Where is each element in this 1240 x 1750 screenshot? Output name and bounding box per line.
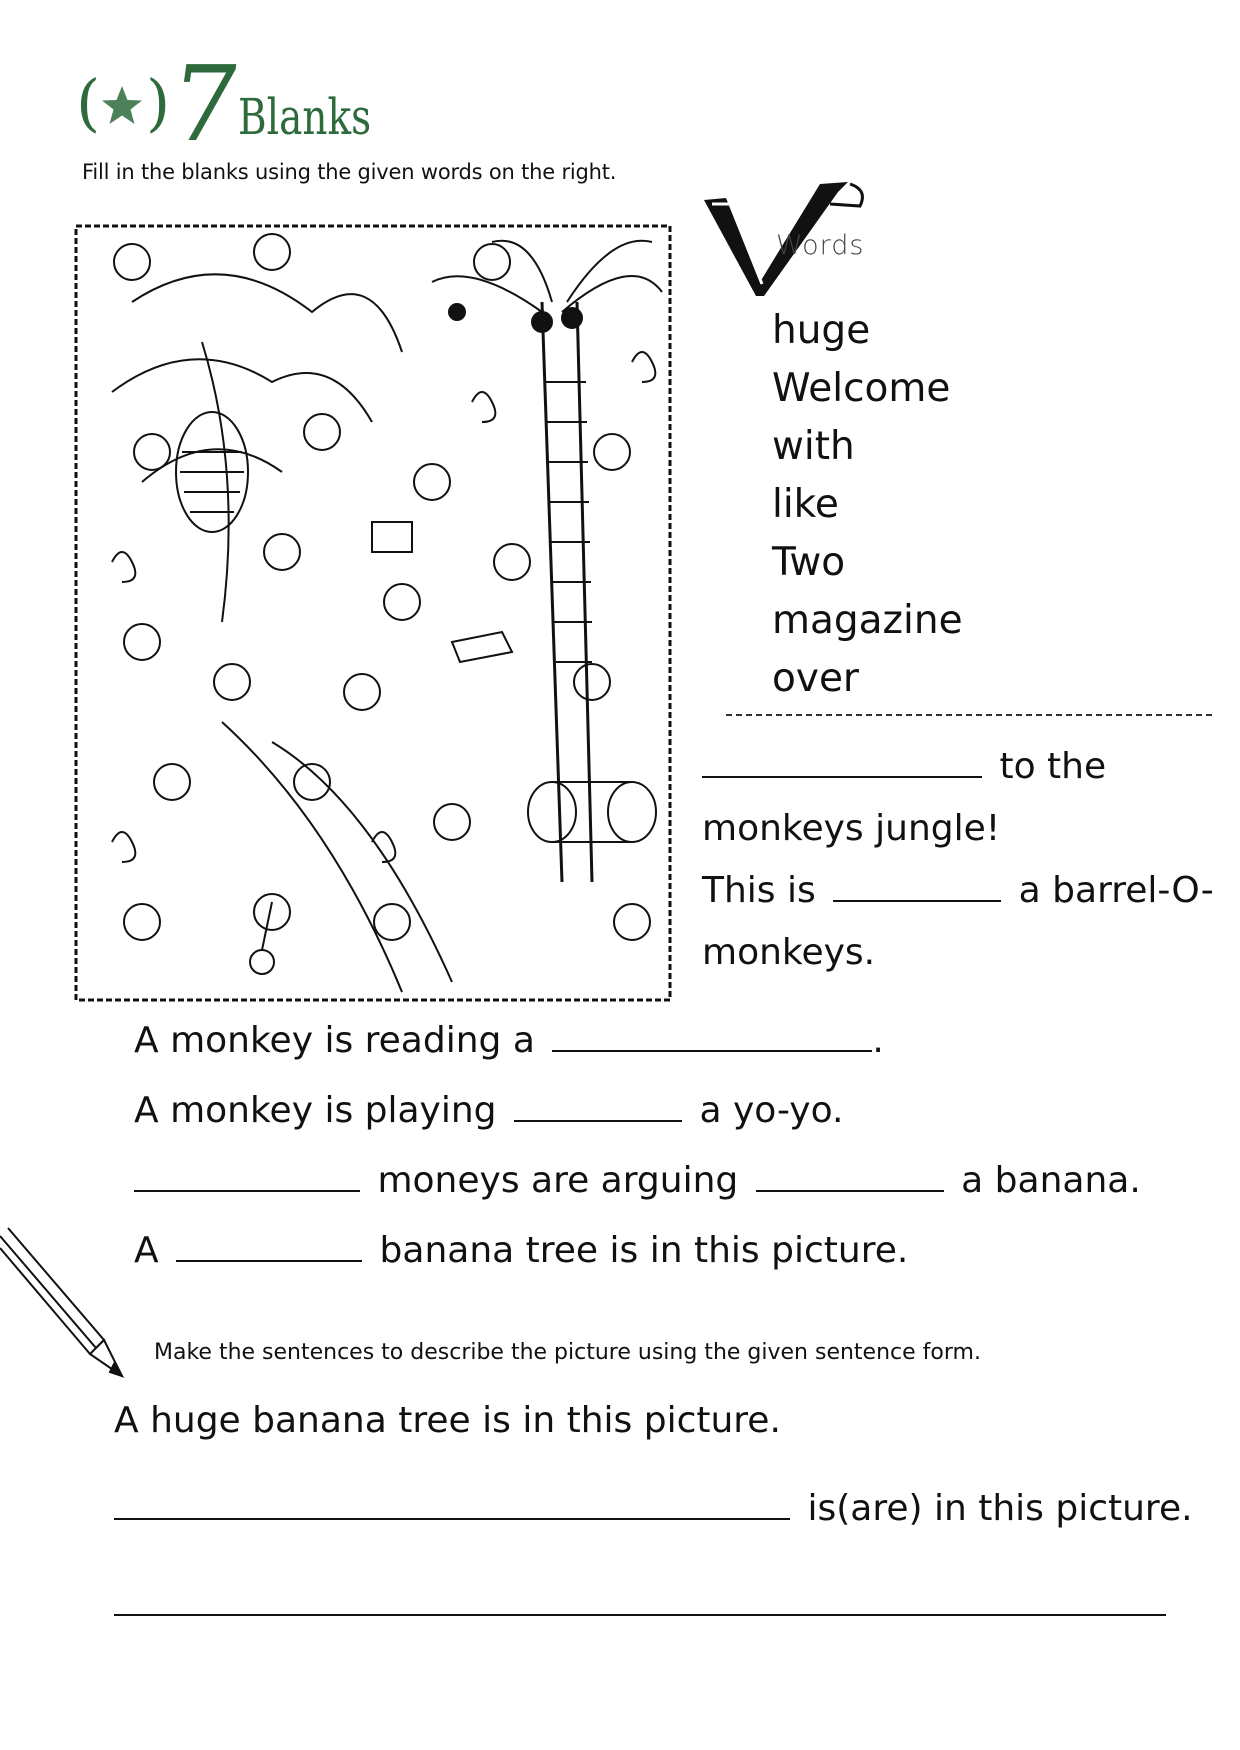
sentence-text: to the	[999, 746, 1107, 787]
sentence-text: banana tree is in this picture.	[379, 1230, 909, 1271]
instruction-text: Fill in the blanks using the given words on the right.	[82, 160, 617, 184]
sentence-text: A monkey is reading a	[134, 1020, 535, 1061]
sentence-text: a barrel-O-	[1018, 870, 1214, 911]
word-bank-item: magazine	[772, 598, 963, 643]
sentence-text: a yo-yo.	[699, 1090, 844, 1131]
logo-paren-close: )	[146, 66, 171, 139]
answer-blank[interactable]	[833, 899, 1001, 902]
word-bank-item: over	[772, 656, 859, 701]
jungle-monkeys-illustration	[72, 222, 674, 1004]
star-icon	[98, 82, 146, 130]
logo-paren-open: (	[76, 66, 101, 139]
dashed-divider	[726, 714, 1212, 716]
part2-instruction: Make the sentences to describe the picture using the given sentence form.	[154, 1340, 981, 1365]
answer-line-full[interactable]	[114, 1614, 1166, 1616]
page-title: Blanks	[238, 88, 372, 146]
sentence-banana-tree	[134, 1230, 908, 1271]
words-box-title: Words	[776, 230, 865, 261]
word-bank-list	[772, 302, 963, 708]
word-bank-item: like	[772, 482, 839, 527]
answer-blank[interactable]	[702, 775, 982, 778]
pencil-icon	[0, 1226, 130, 1386]
sentence-text: .	[872, 1020, 884, 1061]
sentence-arguing	[134, 1160, 1141, 1201]
sentence-text: This is	[702, 870, 816, 911]
lesson-number: 7	[163, 43, 247, 165]
example-sentence: A huge banana tree is in this picture.	[114, 1400, 781, 1441]
answer-blank[interactable]	[552, 1049, 872, 1052]
sentence-write-own	[114, 1488, 1193, 1529]
worksheet-header	[76, 43, 496, 165]
sentence-barrel	[702, 870, 1214, 911]
sentence-magazine	[134, 1020, 884, 1061]
word-bank-item: Welcome	[772, 366, 951, 411]
illustration-canvas	[72, 222, 674, 1004]
sentence-text: moneys are arguing	[377, 1160, 739, 1201]
word-bank-item: Two	[772, 540, 846, 585]
sentence-text: A	[134, 1230, 159, 1271]
sentence-text: is(are) in this picture.	[807, 1488, 1193, 1529]
word-bank-item: huge	[772, 308, 871, 353]
sentence-yoyo	[134, 1090, 843, 1131]
sentence-welcome	[702, 746, 1106, 787]
sentence-barrel-cont: monkeys.	[702, 932, 876, 973]
answer-blank[interactable]	[756, 1189, 944, 1192]
answer-blank[interactable]	[514, 1119, 682, 1122]
answer-blank[interactable]	[176, 1259, 362, 1262]
word-bank-item: with	[772, 424, 855, 469]
answer-blank[interactable]	[114, 1517, 790, 1520]
answer-blank[interactable]	[134, 1189, 360, 1192]
sentence-text: a banana.	[961, 1160, 1141, 1201]
sentence-text: A monkey is playing	[134, 1090, 497, 1131]
sentence-welcome-cont: monkeys jungle!	[702, 808, 1001, 849]
